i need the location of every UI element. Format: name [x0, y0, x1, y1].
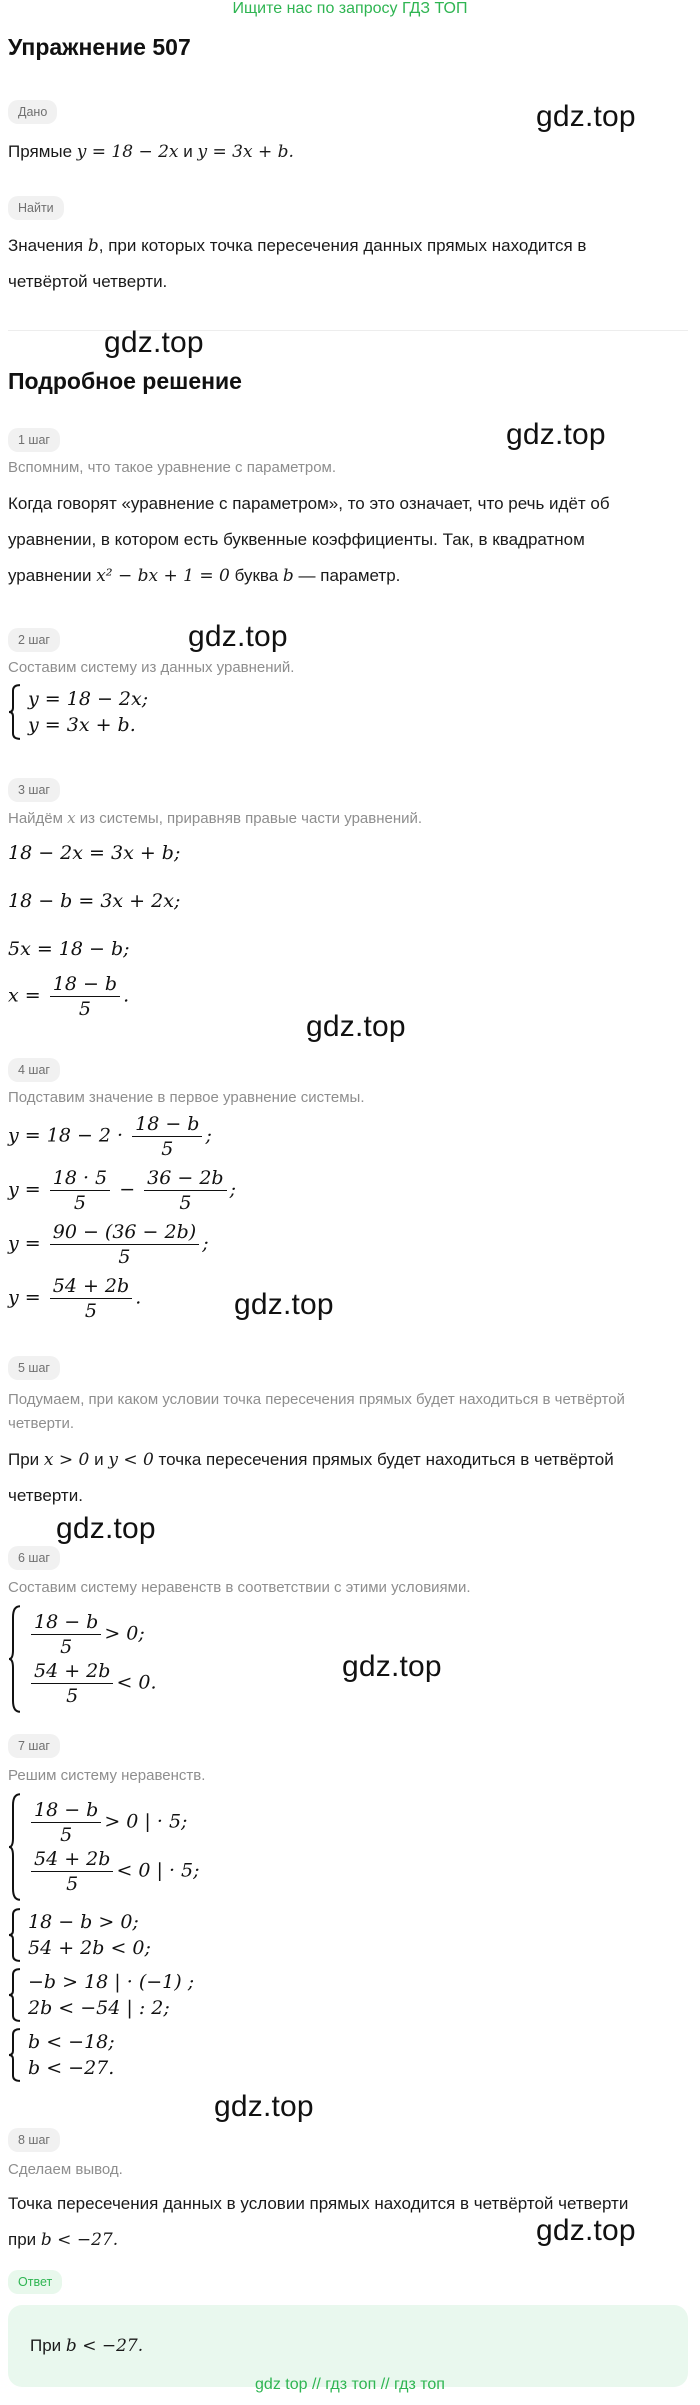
step-1-line2: уравнении, в котором есть буквенные коэффициенты. Так, в квадратном — [8, 530, 585, 549]
step-4-line4: y = $\frac{54 + 2b}{5}$ . — [8, 1275, 142, 1322]
watermark: gdz.top — [536, 100, 636, 133]
page-title: Упражнение 507 — [8, 34, 191, 60]
step-3-hint-suffix: из системы, приравняв правые части уравнений. — [75, 810, 423, 827]
step-5-text: При x > 0 и y < 0 точка пересечения прямых будет находиться в четвёртой четверти. — [8, 1450, 614, 1505]
step-2 — [8, 628, 60, 652]
brace-icon — [8, 684, 22, 740]
step-3-line2: 18 − b = 3x + 2x; — [8, 890, 181, 912]
watermark: gdz.top — [536, 2214, 636, 2247]
step-3-hint-var: x — [67, 809, 76, 827]
step-3-line4: x = $\frac{18 - b}{5}$ . — [8, 973, 130, 1020]
step-7-system-3: −b > 18 | · (−1) ; 2b < −54 | : 2; — [8, 1968, 194, 2022]
step-2-badge: 2 шаг — [8, 628, 60, 652]
step-1-line3-suffix: — параметр. — [293, 566, 401, 585]
step-6-system: $\frac{18 - b}{5}$ > 0; $\frac{54 + 2b}{5}$ < 0. — [8, 1604, 157, 1714]
answer-section — [8, 2270, 62, 2294]
step-2-eq1: y = 18 − 2x; — [28, 688, 149, 710]
step-8-hint: Сделаем вывод. — [8, 2161, 123, 2178]
brace-icon — [8, 2028, 22, 2082]
footer-links[interactable]: gdz top // гдз топ // гдз топ — [255, 2376, 445, 2393]
watermark: gdz.top — [342, 1650, 442, 1683]
step-5-hint: Подумаем, при каком условии точка пересечения прямых будет находиться в четвёртой четверти. — [8, 1391, 625, 1432]
step-3-line3: 5x = 18 − b; — [8, 938, 130, 960]
given-eq2: y = 3x + b. — [197, 142, 294, 162]
watermark: gdz.top — [188, 620, 288, 653]
find-prefix: Значения — [8, 236, 88, 255]
step-3-hint — [8, 806, 422, 831]
brace-icon — [8, 1968, 22, 2022]
step-3-fraction: $\frac{18 - b}{5}$ — [50, 972, 120, 1021]
step-2-hint: Составим систему из данных уравнений. — [8, 659, 295, 676]
watermark: gdz.top — [234, 1288, 334, 1321]
step-8-badge: 8 шаг — [8, 2128, 60, 2152]
step-1-line3-prefix: уравнении — [8, 566, 97, 585]
step-4 — [8, 1058, 60, 1082]
given-text — [8, 134, 294, 170]
step-3 — [8, 778, 60, 802]
step-3-hint-prefix: Найдём — [8, 810, 68, 827]
step-7-system-4: b < −18; b < −27. — [8, 2028, 115, 2082]
step-1 — [8, 428, 60, 452]
watermark: gdz.top — [56, 1512, 156, 1545]
given-badge: Дано — [8, 100, 57, 124]
step-7 — [8, 1734, 60, 1758]
step-4-line3: y = $\frac{90 - (36 - 2b)}{5}$ ; — [8, 1221, 209, 1268]
step-5-badge: 5 шаг — [8, 1356, 60, 1380]
step-7-system-2: 18 − b > 0; 54 + 2b < 0; — [8, 1908, 151, 1962]
find-line1: , при которых точка пересечения данных прямых находится в — [98, 236, 587, 255]
step-8-text: Точка пересечения данных в условии прямых находится в четвёртой четверти при b < −27. — [8, 2194, 629, 2250]
step-1-hint: Вспомним, что такое уравнение с параметром. — [8, 459, 337, 476]
watermark: gdz.top — [506, 418, 606, 451]
step-1-text — [8, 486, 688, 594]
given-prefix: Прямые — [8, 142, 77, 161]
step-4-line2: y = $\frac{18 \cdot 5}{5}$ − $\frac{36 - 2b}{5}$ ; — [8, 1167, 236, 1214]
find-section — [8, 196, 64, 220]
step-3-line4-lhs: x = — [8, 984, 41, 1007]
find-line2: четвёртой четверти. — [8, 272, 168, 291]
step-1-var: b — [282, 566, 294, 586]
brace-icon — [8, 1908, 22, 1962]
given-eq1: y = 18 − 2x — [76, 142, 179, 162]
given-conj: и — [178, 142, 198, 161]
step-1-badge: 1 шаг — [8, 428, 60, 452]
find-var: b — [87, 236, 99, 256]
step-1-equation: x² − bx + 1 = 0 — [96, 566, 230, 586]
step-7-badge: 7 шаг — [8, 1734, 60, 1758]
step-5 — [8, 1356, 60, 1380]
step-2-eq2: y = 3x + b. — [28, 714, 136, 736]
step-6 — [8, 1546, 60, 1570]
top-banner[interactable]: Ищите нас по запросу ГДЗ ТОП — [232, 0, 468, 17]
step-2-system — [8, 684, 148, 740]
step-8 — [8, 2128, 60, 2152]
step-6-badge: 6 шаг — [8, 1546, 60, 1570]
answer-text: При b < −27. — [30, 2336, 144, 2356]
step-3-line1: 18 − 2x = 3x + b; — [8, 842, 181, 864]
step-1-line1: Когда говорят «уравнение с параметром», то это означает, что речь идёт об — [8, 494, 610, 513]
watermark: gdz.top — [306, 1010, 406, 1043]
step-7-system-1: $\frac{18 - b}{5}$ > 0 | · 5; $\frac{54 + 2b}{5}$ < 0 | · 5; — [8, 1792, 200, 1902]
brace-icon — [8, 1792, 22, 1902]
answer-badge: Ответ — [8, 2270, 62, 2294]
step-7-hint: Решим систему неравенств. — [8, 1767, 206, 1784]
given-section — [8, 100, 57, 124]
step-1-line3-mid: буква — [229, 566, 283, 585]
step-4-line1: y = 18 − 2 · $\frac{18 - b}{5}$ ; — [8, 1113, 212, 1160]
step-4-hint: Подставим значение в первое уравнение системы. — [8, 1089, 365, 1106]
step-6-hint: Составим систему неравенств в соответствии с этими условиями. — [8, 1579, 471, 1596]
find-badge: Найти — [8, 196, 64, 220]
watermark: gdz.top — [214, 2090, 314, 2123]
watermark: gdz.top — [104, 326, 204, 359]
solution-title: Подробное решение — [8, 368, 242, 394]
step-4-badge: 4 шаг — [8, 1058, 60, 1082]
find-text — [8, 228, 688, 300]
step-3-badge: 3 шаг — [8, 778, 60, 802]
brace-icon — [8, 1604, 22, 1714]
